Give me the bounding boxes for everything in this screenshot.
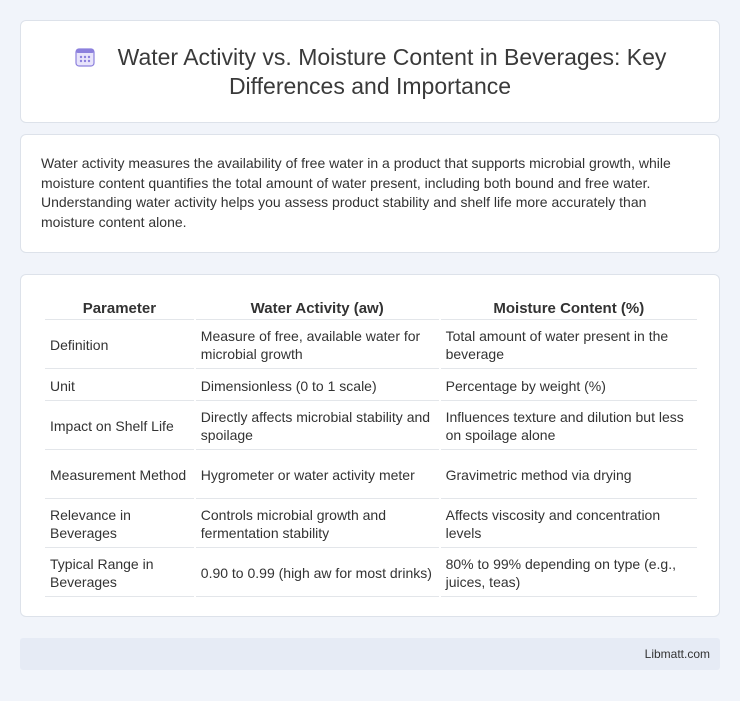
column-header-parameter: Parameter: [45, 297, 194, 320]
comparison-table: [43, 295, 699, 599]
table-row: [45, 452, 697, 499]
table-cell: Hygrometer or water activity meter: [196, 452, 439, 499]
column-header-water-activity: Water Activity (aw): [196, 297, 439, 320]
intro-text: Water activity measures the availability of free water in a product that supports microbial growth, while moisture content quantifies the total amount of water present, including both bound and free water. Understanding water activity helps you assess product stability and shelf life more accurately than moisture content alone.: [41, 155, 671, 230]
table-cell: 80% to 99% depending on type (e.g., juices, teas): [441, 550, 697, 597]
table-row: [45, 403, 697, 450]
table-cell: Controls microbial growth and fermentation stability: [196, 501, 439, 548]
table-cell: Percentage by weight (%): [441, 371, 697, 401]
table-cell: Relevance in Beverages: [45, 501, 194, 548]
table-cell: Gravimetric method via drying: [441, 452, 697, 499]
table-row: [45, 371, 697, 401]
page-title: Water Activity vs. Moisture Content in Beverages: Key Differences and Importance: [117, 43, 667, 99]
table-cell: Unit: [45, 371, 194, 401]
footer: [20, 638, 720, 670]
table-cell: Influences texture and dilution but less on spoilage alone: [441, 403, 697, 450]
table-row: [45, 322, 697, 369]
column-header-moisture-content: Moisture Content (%): [441, 297, 697, 320]
intro-card: [20, 134, 720, 253]
footer-site-link[interactable]: Libmatt.com: [644, 647, 710, 661]
table-row: [45, 501, 697, 548]
table-cell: Directly affects microbial stability and spoilage: [196, 403, 439, 450]
table-cell: Measurement Method: [45, 452, 194, 499]
table-cell: 0.90 to 0.99 (high aw for most drinks): [196, 550, 439, 597]
table-row: [45, 550, 697, 597]
table-cell: Dimensionless (0 to 1 scale): [196, 371, 439, 401]
table-cell: Typical Range in Beverages: [45, 550, 194, 597]
comparison-table-card: [20, 274, 720, 617]
page-title-wrap: [51, 43, 689, 101]
table-cell: Impact on Shelf Life: [45, 403, 194, 450]
table-header-row: [45, 297, 697, 320]
title-card: [20, 20, 720, 123]
table-cell: Total amount of water present in the beverage: [441, 322, 697, 369]
table-cell: Definition: [45, 322, 194, 369]
calendar-grid-icon: [74, 46, 96, 68]
table-cell: Measure of free, available water for microbial growth: [196, 322, 439, 369]
table-cell: Affects viscosity and concentration levels: [441, 501, 697, 548]
